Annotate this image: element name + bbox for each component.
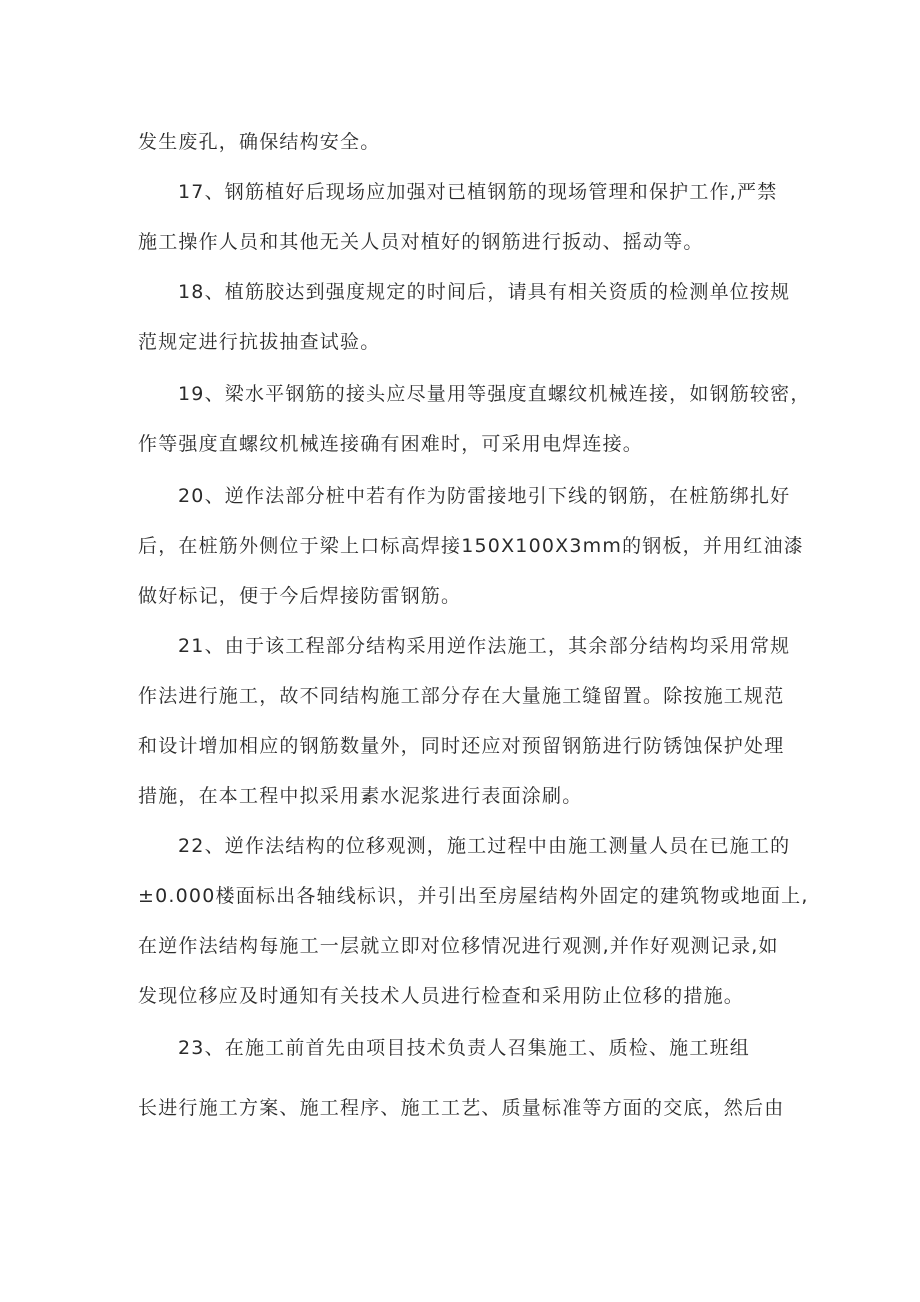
text-line: 措施，在本工程中拟采用素水泥浆进行表面涂刷。 bbox=[138, 785, 583, 807]
text-line: 22、逆作法结构的位移观测，施工过程中由施工测量人员在已施工的 bbox=[178, 835, 791, 857]
text-line: 18、植筋胶达到强度规定的时间后，请具有相关资质的检测单位按规 bbox=[178, 281, 791, 303]
text-line: 作等强度直螺纹机械连接确有困难时，可采用电焊连接。 bbox=[138, 433, 644, 455]
text-line: 长进行施工方案、施工程序、施工工艺、质量标准等方面的交底，然后由 bbox=[138, 1097, 785, 1119]
text-line: 发现位移应及时通知有关技术人员进行检查和采用防止位移的措施。 bbox=[138, 985, 745, 1007]
text-line: 19、梁水平钢筋的接头应尽量用等强度直螺纹机械连接，如钢筋较密， bbox=[178, 383, 811, 405]
text-line: 和设计增加相应的钢筋数量外，同时还应对预留钢筋进行防锈蚀保护处理 bbox=[138, 735, 785, 757]
text-line: 在逆作法结构每施工一层就立即对位移情况进行观测,并作好观测记录,如 bbox=[138, 935, 779, 957]
text-line: 作法进行施工，故不同结构施工部分存在大量施工缝留置。除按施工规范 bbox=[138, 685, 785, 707]
text-line: 20、逆作法部分桩中若有作为防雷接地引下线的钢筋，在桩筋绑扎好 bbox=[178, 485, 791, 507]
text-line: 做好标记，便于今后焊接防雷钢筋。 bbox=[138, 585, 462, 607]
text-line: 施工操作人员和其他无关人员对植好的钢筋进行扳动、摇动等。 bbox=[138, 231, 704, 253]
text-line: 后，在桩筋外侧位于梁上口标高焊接150X100X3mm的钢板，并用红油漆 bbox=[138, 535, 804, 557]
text-line: 23、在施工前首先由项目技术负责人召集施工、质检、施工班组 bbox=[178, 1037, 750, 1059]
text-line: 17、钢筋植好后现场应加强对已植钢筋的现场管理和保护工作,严禁 bbox=[178, 181, 778, 203]
text-line: 21、由于该工程部分结构采用逆作法施工，其余部分结构均采用常规 bbox=[178, 635, 791, 657]
text-line: ±0.000楼面标出各轴线标识，并引出至房屋结构外固定的建筑物或地面上, bbox=[138, 885, 809, 907]
text-line: 发生废孔，确保结构安全。 bbox=[138, 131, 381, 153]
text-line: 范规定进行抗拔抽查试验。 bbox=[138, 331, 381, 353]
